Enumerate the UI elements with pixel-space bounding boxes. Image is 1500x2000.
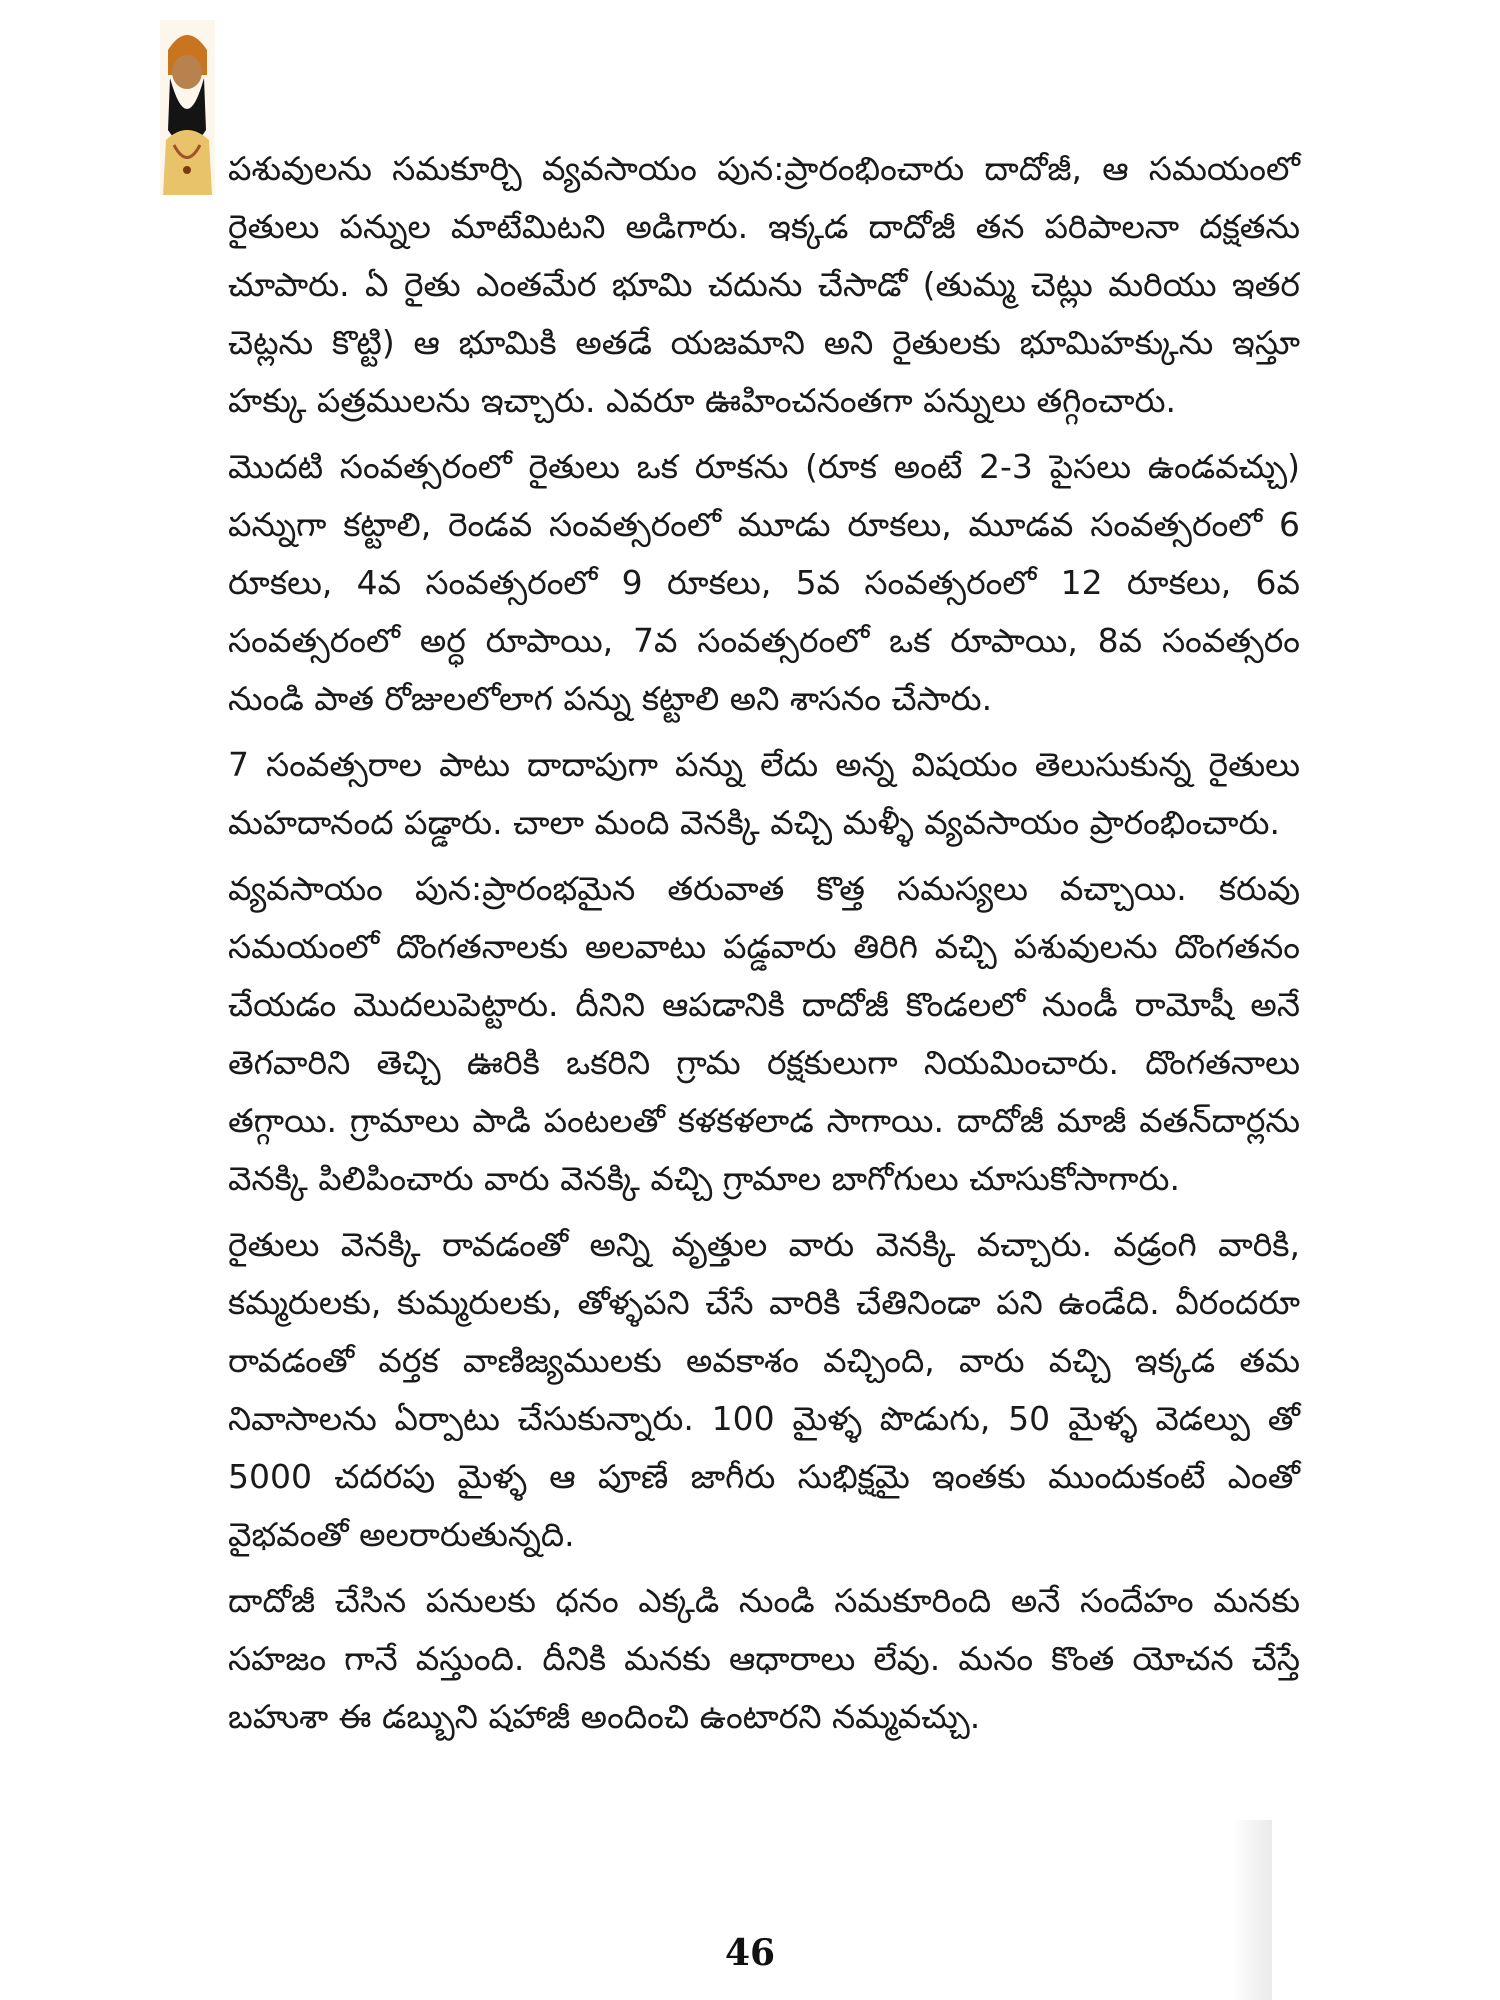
portrait-image (160, 20, 215, 195)
paragraph: దాదోజీ చేసిన పనులకు ధనం ఎక్కడి నుండి సమకూరింది అనే సందేహం మనకు సహజం గానే వస్తుంది. దీనికి మనకు ఆధారాలు లేవు. మనం కొంత యోచన చేస్తే బహుశా ఈ డబ్బుని షహాజీ అందించి ఉంటారని నమ్మవచ్చు. (228, 1581, 1300, 1736)
paragraph: 7 సంవత్సరాల పాటు దాదాపుగా పన్ను లేదు అన్న విషయం తెలుసుకున్న రైతులు మహదానంద పడ్డారు. చాలా మంది వెనక్కి వచ్చి మళ్ళీ వ్యవసాయం ప్రారంభించారు. (228, 745, 1300, 842)
page-number: 46 (724, 1932, 776, 1974)
body-text (228, 140, 1300, 1754)
paragraph: వ్యవసాయం పున:ప్రారంభమైన తరువాత కొత్త సమస్యలు వచ్చాయి. కరువు సమయంలో దొంగతనాలకు అలవాటు పడ్డవారు తిరిగి వచ్చి పశువులను దొంగతనం చేయడం మొదలుపెట్టారు. దీనిని ఆపడానికి దాదోజీ కొండలలో నుండీ రామోషీ అనే తెగవారిని తెచ్చి ఊరికి ఒకరిని గ్రామ రక్షకులుగా నియమించారు. దొంగతనాలు తగ్గాయి. గ్రామాలు పాడి పంటలతో కళకళలాడ సాగాయి. దాదోజీ మాజీ వతన్‌దార్లను వెనక్కి పిలిపించారు వారు వెనక్కి వచ్చి గ్రామాల బాగోగులు చూసుకోసాగారు. (228, 869, 1300, 1198)
paragraph: మొదటి సంవత్సరంలో రైతులు ఒక రూకను (రూక అంటే 2-3 పైసలు ఉండవచ్చు) పన్నుగా కట్టాలి, రెండవ సంవత్సరంలో మూడు రూకలు, మూడవ సంవత్సరంలో 6 రూకలు, 4వ సంవత్సరంలో 9 రూకలు, 5వ సంవత్సరంలో 12 రూకలు, 6వ సంవత్సరంలో అర్ధ రూపాయి, 7వ సంవత్సరంలో ఒక రూపాయి, 8వ సంవత్సరం నుండి పాత రోజులలోలాగ పన్ను కట్టాలి అని శాసనం చేసారు. (228, 447, 1300, 718)
paragraph: రైతులు వెనక్కి రావడంతో అన్ని వృత్తుల వారు వెనక్కి వచ్చారు. వడ్రంగి వారికి, కమ్మరులకు, కుమ్మరులకు, తోళ్ళపని చేసే వారికి చేతినిండా పని ఉండేది. వీరందరూ రావడంతో వర్తక వాణిజ్యములకు అవకాశం వచ్చింది, వారు వచ్చి ఇక్కడ తమ నివాసాలను ఏర్పాటు చేసుకున్నారు. 100 మైళ్ళ పొడుగు, 50 మైళ్ళ వెడల్పు తో 5000 చదరపు మైళ్ళ ఆ పూణే జాగీరు సుభిక్షమై ఇంతకు ముందుకంటే ఎంతో వైభవంతో అలరారుతున్నది. (228, 1225, 1300, 1554)
paragraph: పశువులను సమకూర్చి వ్యవసాయం పున:ప్రారంభించారు దాదోజీ, ఆ సమయంలో రైతులు పన్నుల మాటేమిటని అడిగారు. ఇక్కడ దాదోజీ తన పరిపాలనా దక్షతను చూపారు. ఏ రైతు ఎంతమేర భూమి చదును చేసాడో (తుమ్మ చెట్లు మరియు ఇతర చెట్లను కొట్టి) ఆ భూమికి అతడే యజమాని అని రైతులకు భూమిహక్కును ఇస్తూ హక్కు పత్రములను ఇచ్చారు. ఎవరూ ఊహించనంతగా పన్నులు తగ్గించారు. (228, 149, 1300, 420)
